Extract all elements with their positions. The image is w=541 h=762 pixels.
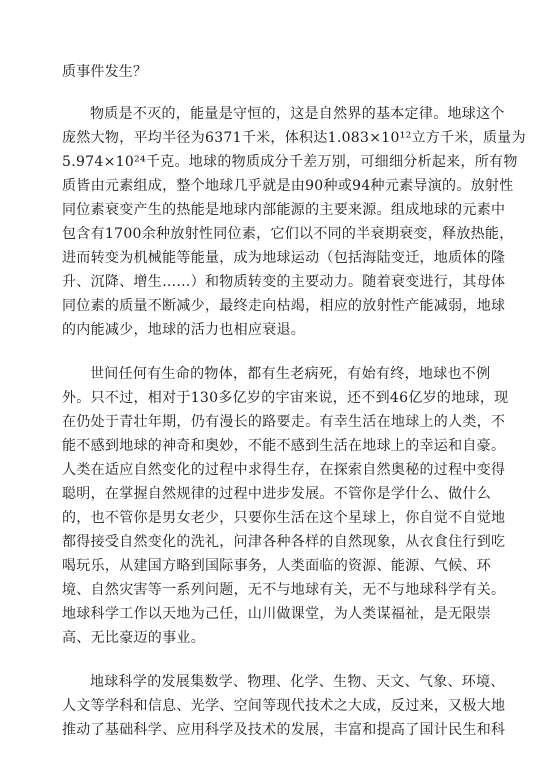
text-line: 5.974×10²⁴千克。地球的物质成分千差万别，可细细分析起来，所有物 [62, 154, 518, 170]
text-line: 地球科学的发展集数学、物理、化学、生物、天文、气象、环境、 [90, 674, 505, 690]
paragraph-earth-energy [62, 102, 526, 342]
text-line: 进而转变为机械能等能量，成为地球运动（包括海陆变迁，地质体的隆 [62, 250, 506, 266]
text-line: 物质是不灭的，能量是守恒的，这是自然界的基本定律。地球这个 [90, 106, 505, 122]
text-line: 人文等学科和信息、光学、空间等现代技术之大成，反过来，又极大地 [62, 698, 506, 714]
document-page [62, 60, 526, 762]
text-line: 高、无比豪迈的事业。 [62, 630, 205, 646]
text-line: 喝玩乐，从建国方略到国际事务，人类面临的资源、能源、气候、环 [62, 558, 491, 574]
text-line: 外。只不过，相对于130多亿岁的宇宙来说，还不到46亿岁的地球，现 [62, 390, 509, 406]
text-line: 包含有1700余种放射性同位素，它们以不同的半衰期衰变，释放热能， [62, 226, 514, 242]
text-line: 同位素衰变产生的热能是地球内部能源的主要来源。组成地球的元素中 [62, 202, 506, 218]
text-line: 能不感到地球的神奇和奥妙，不能不感到生活在地球上的幸运和自豪。 [62, 438, 506, 454]
text-line: 境、自然灾害等一系列问题，无不与地球有关，无不与地球科学有关。 [62, 582, 506, 598]
text-line: 在仍处于青壮年期，仍有漫长的路要走。有幸生活在地球上的人类，不 [62, 414, 506, 430]
text-line: 世间任何有生命的物体，都有生老病死，有始有终，地球也不例 [90, 366, 491, 382]
text-line: 人类在适应自然变化的过程中求得生存，在探索自然奥秘的过程中变得 [62, 462, 506, 478]
text-line: 都得接受自然变化的洗礼，问津各种各样的自然现象，从衣食住行到吃 [62, 534, 506, 550]
text-line: 庞然大物，平均半径为6371千米，体积达1.083×10¹²立方千米，质量为 [62, 130, 526, 146]
continuation-line: 质事件发生？ [62, 64, 148, 80]
text-line: 推动了基础科学、应用科学及技术的发展，丰富和提高了国计民生和科 [62, 722, 506, 738]
text-line: 地球科学工作以天地为己任，山川做课堂，为人类谋福祉，是无限崇 [62, 606, 491, 622]
text-line: 聪明，在掌握自然规律的过程中进步发展。不管你是学什么、做什么 [62, 486, 491, 502]
text-line: 升、沉降、增生……）和物质转变的主要动力。随着衰变进行，其母体 [62, 274, 506, 290]
text-line: 质皆由元素组成，整个地球几乎就是由90种或94种元素导演的。放射性 [62, 178, 514, 194]
text-line: 的，也不管你是男女老少，只要你生活在这个星球上，你自觉不自觉地 [62, 510, 506, 526]
paragraph-earth-life [62, 362, 509, 650]
text-line: 的内能减少，地球的活力也相应衰退。 [62, 322, 306, 338]
paragraph-earth-science [62, 670, 506, 742]
text-line: 同位素的质量不断减少，最终走向枯竭，相应的放射性产能减弱，地球 [62, 298, 506, 314]
